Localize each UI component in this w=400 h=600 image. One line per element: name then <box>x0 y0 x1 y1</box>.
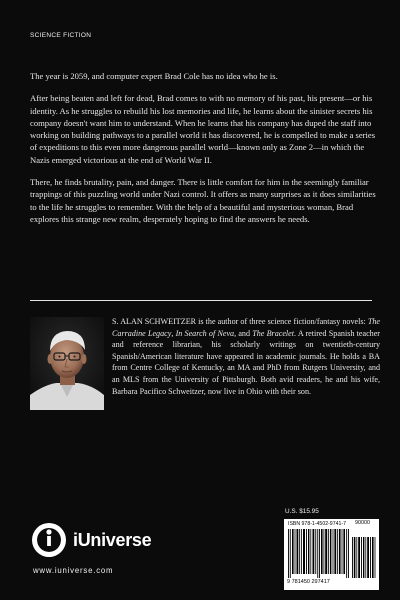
genre-label: SCIENCE FICTION <box>30 32 92 39</box>
publisher-name: iUniverse <box>73 530 152 550</box>
blurb-paragraph-2: After being beaten and left for dead, Brad comes to with no memory of his past, his present—or his identity. As he struggles to rebuild his lost memories and life, he learns about the sinister secrets his company doesn't want him to understand. When he learns that his company has duped the staff into working on building pathways to a parallel world it has discovered, he is compelled to make a series of expeditions to this even more dangerous parallel world—known only as Zone 2—in which the Nazis emerged victorious at the end of World War II. <box>30 93 376 165</box>
ean-digits: 9 781450 297417 <box>287 579 330 585</box>
barcode-bars <box>288 529 349 578</box>
isbn-barcode <box>284 519 379 590</box>
publisher-url: www.iuniverse.com <box>33 566 114 575</box>
book-title-bracelet: The Bracelet <box>252 328 295 338</box>
publisher-logo <box>31 522 201 562</box>
author-photo <box>30 317 104 410</box>
price-label: U.S. $15.95 <box>285 508 319 515</box>
blurb-paragraph-1: The year is 2059, and computer expert Brad Cole has no idea who he is. <box>30 71 278 81</box>
book-title-carradine: The Carradine Legacy <box>112 317 380 338</box>
isbn-number: ISBN 978-1-4502-9741-7 <box>288 521 346 527</box>
blurb-paragraph-3: There, he finds brutality, pain, and danger. There is little comfort for him in the seemingly familiar trappings of this puzzling world under Nazi control. It offers as many surprises as it does similarities to the life he struggles to remember. With the help of a beautiful and mysterious woman, Brad explores this strange new realm, desperately hoping to find the answers he needs. <box>30 177 376 224</box>
book-title-neva: In Search of Neva <box>175 328 235 338</box>
price-barcode-bars <box>352 529 376 578</box>
iuniverse-logo-icon <box>31 522 67 558</box>
author-bio <box>112 316 380 397</box>
title-separator: , and <box>234 328 253 338</box>
author-bio-intro: S. ALAN SCHWEITZER is the author of three science fiction/fantasy novels: <box>112 317 368 326</box>
ean-price-code: 90000 <box>355 520 370 526</box>
author-bio-body: . A retired Spanish teacher and reference librarian, his scholarly writings on twentieth-century Spanish/American literature have appeared in academic journals. He holds a BA from Centre College of Kentucky, an MA and PhD from Rutgers University, and an MLS from the University of Pittsburgh. Both avid readers, he and his wife, Barbara Pacifico Schweitzer, now live in Ohio with their son. <box>112 328 380 396</box>
section-divider <box>30 300 372 301</box>
title-separator: , <box>171 328 176 338</box>
book-blurb <box>30 70 376 235</box>
